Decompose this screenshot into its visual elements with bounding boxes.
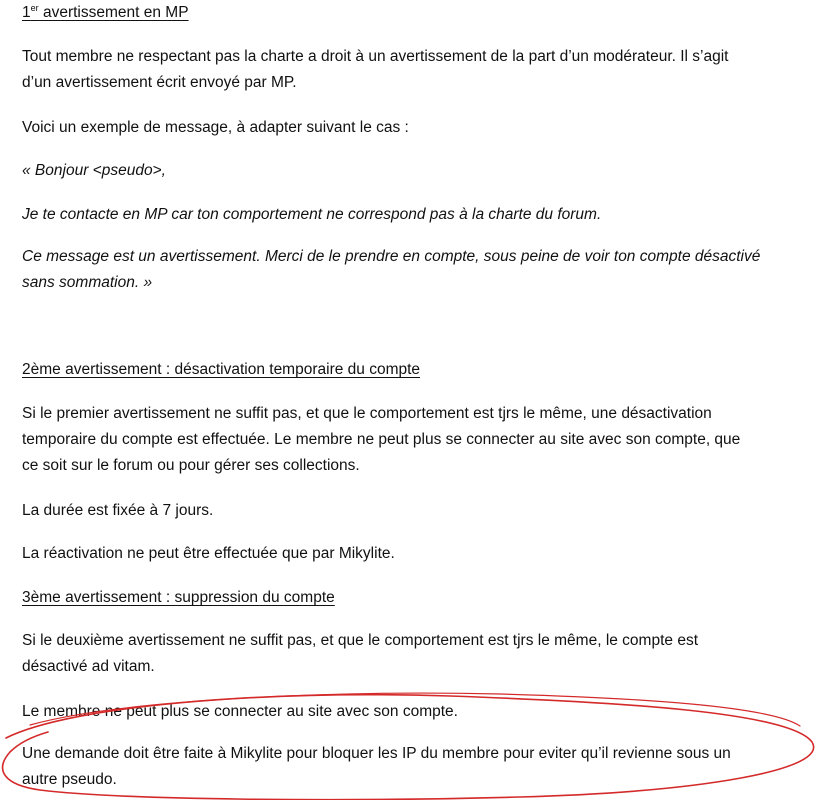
section2-paragraph3: La réactivation ne peut être effectuée que par Mikylite. [22, 545, 395, 562]
section3-paragraph3-line1: Une demande doit être faite à Mikylite pour bloquer les IP du membre pour eviter qu’il revienne sous un [22, 745, 731, 762]
quote-warning-line1: Ce message est un avertissement. Merci de le prendre en compte, sous peine de voir ton compte désactivé [22, 248, 761, 265]
section1-heading [22, 0, 189, 25]
section1-paragraph1-line1: Tout membre ne respectant pas la charte a droit à un avertissement de la part d’un modérateur. Il s’agit [22, 48, 729, 65]
heading-text: avertissement en MP [38, 4, 189, 21]
section3-heading: 3ème avertissement : suppression du compte [22, 589, 335, 606]
quote-greeting: « Bonjour <pseudo>, [22, 162, 166, 179]
heading-number: 1 [22, 4, 31, 21]
section3-paragraph3-line2: autre pseudo. [22, 771, 117, 788]
section3-paragraph2: Le membre ne peut plus se connecter au site avec son compte. [22, 703, 458, 720]
section2-paragraph1-line1: Si le premier avertissement ne suffit pas, et que le comportement est tjrs le même, une désactivation [22, 405, 712, 422]
heading-superscript: er [30, 3, 39, 13]
section1-paragraph2: Voici un exemple de message, à adapter suivant le cas : [22, 119, 409, 136]
quote-warning-line2: sans sommation. » [22, 274, 153, 291]
section2-paragraph1-line2: temporaire du compte est effectuée. Le membre ne peut plus se connecter au site avec son compte, que [22, 431, 741, 448]
section2-paragraph1-line3: ce soit sur le forum ou pour gérer ses collections. [22, 457, 360, 474]
section3-paragraph1-line2: désactivé ad vitam. [22, 658, 155, 675]
section2-paragraph2: La durée est fixée à 7 jours. [22, 502, 214, 519]
section3-paragraph1-line1: Si le deuxième avertissement ne suffit pas, et que le comportement est tjrs le même, le compte est [22, 632, 698, 649]
section2-heading: 2ème avertissement : désactivation temporaire du compte [22, 361, 421, 378]
section1-paragraph1-line2: d’un avertissement écrit envoyé par MP. [22, 74, 297, 91]
quote-line: Je te contacte en MP car ton comportement ne correspond pas à la charte du forum. [22, 206, 602, 223]
